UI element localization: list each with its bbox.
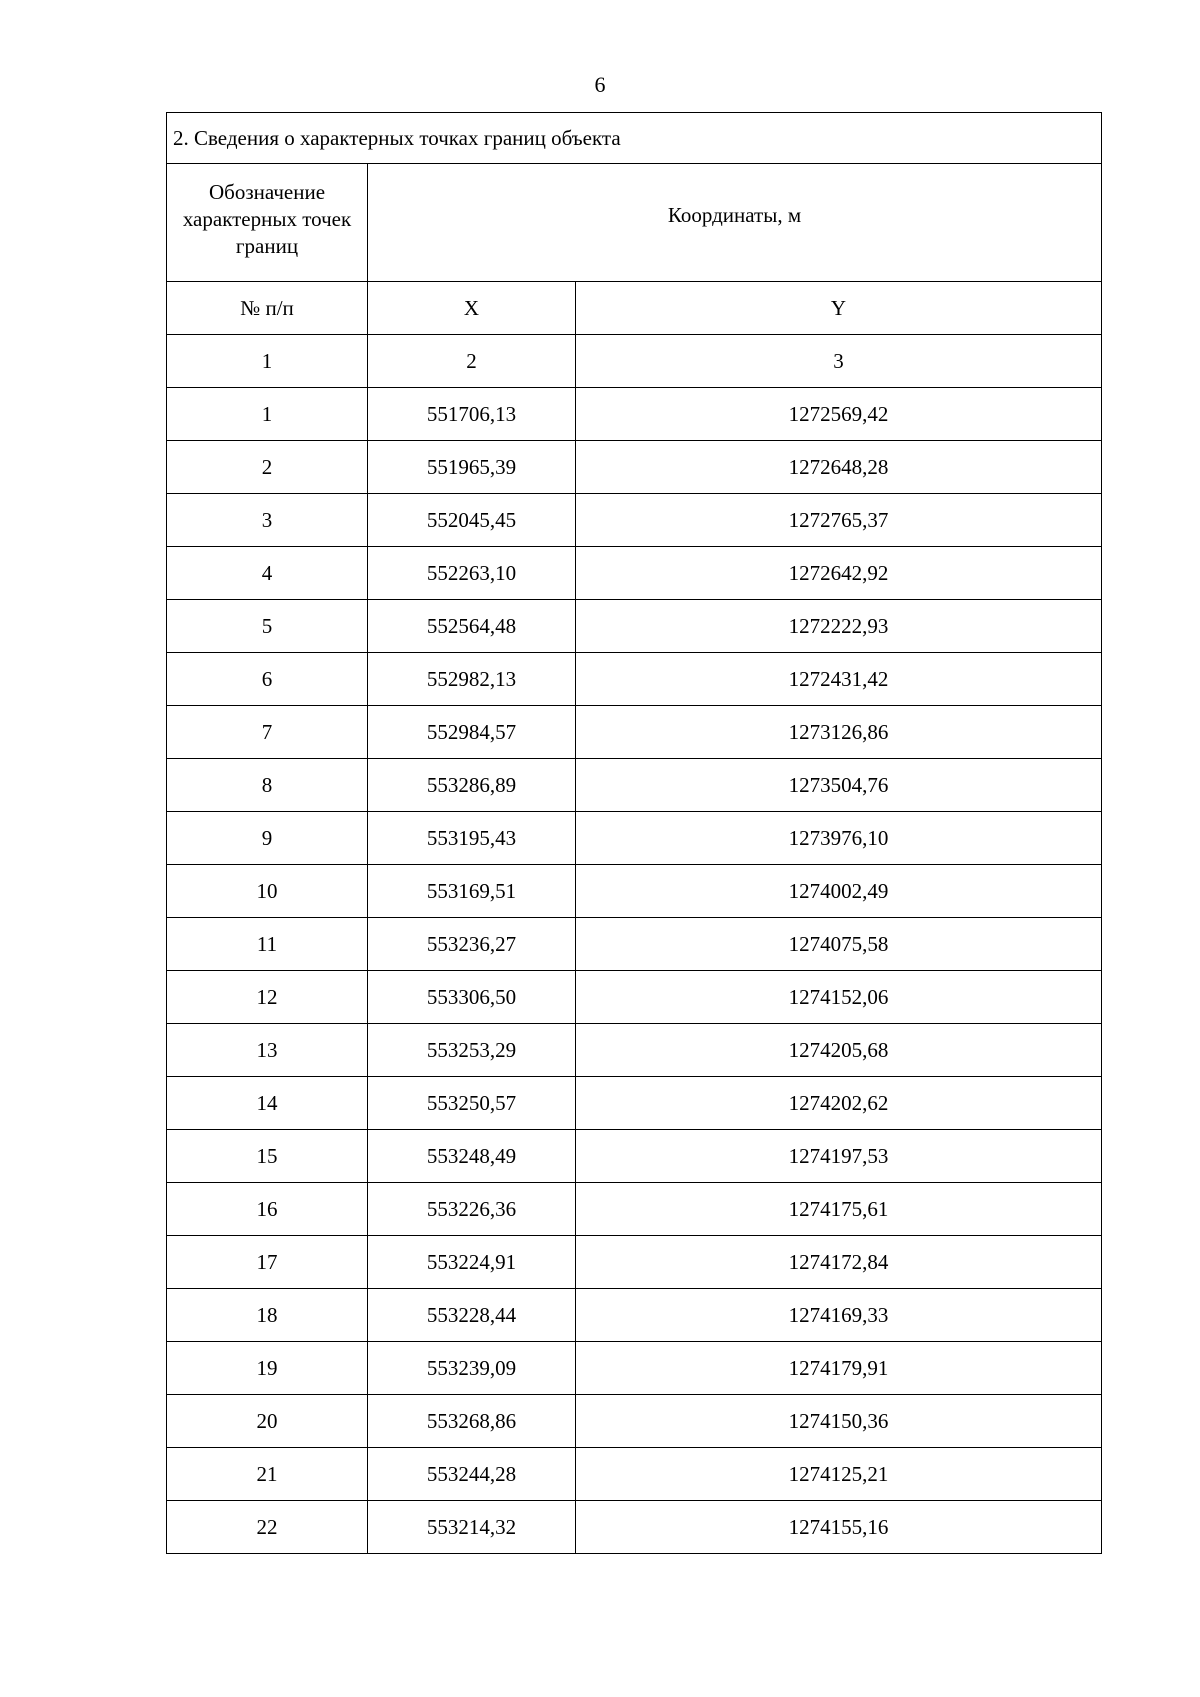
table-row bbox=[167, 1289, 1102, 1342]
y-coordinate-cell: 1274150,36 bbox=[576, 1395, 1102, 1448]
y-coordinate-cell: 1274172,84 bbox=[576, 1236, 1102, 1289]
y-coordinate-cell: 1274202,62 bbox=[576, 1077, 1102, 1130]
x-coordinate-cell: 553250,57 bbox=[368, 1077, 576, 1130]
table-row bbox=[167, 1342, 1102, 1395]
table-row bbox=[167, 1077, 1102, 1130]
point-number-cell: 19 bbox=[167, 1342, 368, 1395]
table-row bbox=[167, 600, 1102, 653]
table-row bbox=[167, 441, 1102, 494]
point-number-cell: 8 bbox=[167, 759, 368, 812]
x-coordinate-cell: 553268,86 bbox=[368, 1395, 576, 1448]
y-coordinate-cell: 1273504,76 bbox=[576, 759, 1102, 812]
point-number-cell: 3 bbox=[167, 494, 368, 547]
y-coordinate-cell: 1274075,58 bbox=[576, 918, 1102, 971]
point-number-cell: 16 bbox=[167, 1183, 368, 1236]
column-numbers-row bbox=[167, 335, 1102, 388]
table-row bbox=[167, 759, 1102, 812]
table-title: 2. Сведения о характерных точках границ объекта bbox=[167, 113, 1102, 164]
y-coordinate-cell: 1272642,92 bbox=[576, 547, 1102, 600]
table-row bbox=[167, 918, 1102, 971]
point-number-cell: 2 bbox=[167, 441, 368, 494]
y-coordinate-cell: 1274175,61 bbox=[576, 1183, 1102, 1236]
x-coordinate-cell: 553228,44 bbox=[368, 1289, 576, 1342]
y-coordinate-cell: 1274197,53 bbox=[576, 1130, 1102, 1183]
y-coordinate-cell: 1272431,42 bbox=[576, 653, 1102, 706]
point-number-cell: 14 bbox=[167, 1077, 368, 1130]
y-coordinate-cell: 1274002,49 bbox=[576, 865, 1102, 918]
table-row bbox=[167, 865, 1102, 918]
point-number-cell: 20 bbox=[167, 1395, 368, 1448]
table-row bbox=[167, 1236, 1102, 1289]
boundary-points-table bbox=[166, 112, 1102, 1554]
column-number-1: 1 bbox=[167, 335, 368, 388]
point-number-cell: 22 bbox=[167, 1501, 368, 1554]
x-coordinate-cell: 553214,32 bbox=[368, 1501, 576, 1554]
table-row bbox=[167, 1130, 1102, 1183]
point-number-cell: 6 bbox=[167, 653, 368, 706]
col-number-header: № п/п bbox=[167, 282, 368, 335]
table-row bbox=[167, 653, 1102, 706]
y-coordinate-cell: 1272569,42 bbox=[576, 388, 1102, 441]
point-number-cell: 11 bbox=[167, 918, 368, 971]
point-number-cell: 21 bbox=[167, 1448, 368, 1501]
x-coordinate-cell: 552564,48 bbox=[368, 600, 576, 653]
table-row bbox=[167, 1395, 1102, 1448]
point-number-cell: 1 bbox=[167, 388, 368, 441]
point-number-cell: 10 bbox=[167, 865, 368, 918]
page-number: 6 bbox=[594, 72, 606, 97]
x-coordinate-cell: 553286,89 bbox=[368, 759, 576, 812]
coordinates-header: Координаты, м bbox=[368, 164, 1102, 282]
x-coordinate-cell: 553236,27 bbox=[368, 918, 576, 971]
y-coordinate-cell: 1274152,06 bbox=[576, 971, 1102, 1024]
designation-header: Обозначение характерных точек границ bbox=[167, 164, 368, 282]
y-coordinate-cell: 1274125,21 bbox=[576, 1448, 1102, 1501]
point-number-cell: 15 bbox=[167, 1130, 368, 1183]
table-row bbox=[167, 494, 1102, 547]
x-coordinate-cell: 552984,57 bbox=[368, 706, 576, 759]
y-coordinate-cell: 1272648,28 bbox=[576, 441, 1102, 494]
table-row bbox=[167, 1183, 1102, 1236]
table-body bbox=[167, 388, 1102, 1554]
table-row bbox=[167, 388, 1102, 441]
x-coordinate-cell: 553224,91 bbox=[368, 1236, 576, 1289]
col-y-header: Y bbox=[576, 282, 1102, 335]
x-coordinate-cell: 553253,29 bbox=[368, 1024, 576, 1077]
table-row bbox=[167, 812, 1102, 865]
y-coordinate-cell: 1272222,93 bbox=[576, 600, 1102, 653]
x-coordinate-cell: 551965,39 bbox=[368, 441, 576, 494]
point-number-cell: 7 bbox=[167, 706, 368, 759]
table-header-row bbox=[167, 164, 1102, 282]
table-row bbox=[167, 1024, 1102, 1077]
x-coordinate-cell: 551706,13 bbox=[368, 388, 576, 441]
table-row bbox=[167, 1501, 1102, 1554]
table-subheader-row bbox=[167, 282, 1102, 335]
x-coordinate-cell: 553169,51 bbox=[368, 865, 576, 918]
table-title-row bbox=[167, 113, 1102, 164]
x-coordinate-cell: 553248,49 bbox=[368, 1130, 576, 1183]
x-coordinate-cell: 553195,43 bbox=[368, 812, 576, 865]
point-number-cell: 5 bbox=[167, 600, 368, 653]
point-number-cell: 13 bbox=[167, 1024, 368, 1077]
point-number-cell: 9 bbox=[167, 812, 368, 865]
x-coordinate-cell: 553239,09 bbox=[368, 1342, 576, 1395]
y-coordinate-cell: 1274169,33 bbox=[576, 1289, 1102, 1342]
table-row bbox=[167, 706, 1102, 759]
y-coordinate-cell: 1274179,91 bbox=[576, 1342, 1102, 1395]
point-number-cell: 18 bbox=[167, 1289, 368, 1342]
y-coordinate-cell: 1274155,16 bbox=[576, 1501, 1102, 1554]
y-coordinate-cell: 1272765,37 bbox=[576, 494, 1102, 547]
point-number-cell: 17 bbox=[167, 1236, 368, 1289]
y-coordinate-cell: 1273126,86 bbox=[576, 706, 1102, 759]
x-coordinate-cell: 552982,13 bbox=[368, 653, 576, 706]
col-x-header: X bbox=[368, 282, 576, 335]
table-row bbox=[167, 547, 1102, 600]
x-coordinate-cell: 553306,50 bbox=[368, 971, 576, 1024]
x-coordinate-cell: 553244,28 bbox=[368, 1448, 576, 1501]
x-coordinate-cell: 553226,36 bbox=[368, 1183, 576, 1236]
table-row bbox=[167, 971, 1102, 1024]
column-number-2: 2 bbox=[368, 335, 576, 388]
y-coordinate-cell: 1273976,10 bbox=[576, 812, 1102, 865]
y-coordinate-cell: 1274205,68 bbox=[576, 1024, 1102, 1077]
table-row bbox=[167, 1448, 1102, 1501]
point-number-cell: 12 bbox=[167, 971, 368, 1024]
column-number-3: 3 bbox=[576, 335, 1102, 388]
x-coordinate-cell: 552045,45 bbox=[368, 494, 576, 547]
point-number-cell: 4 bbox=[167, 547, 368, 600]
x-coordinate-cell: 552263,10 bbox=[368, 547, 576, 600]
